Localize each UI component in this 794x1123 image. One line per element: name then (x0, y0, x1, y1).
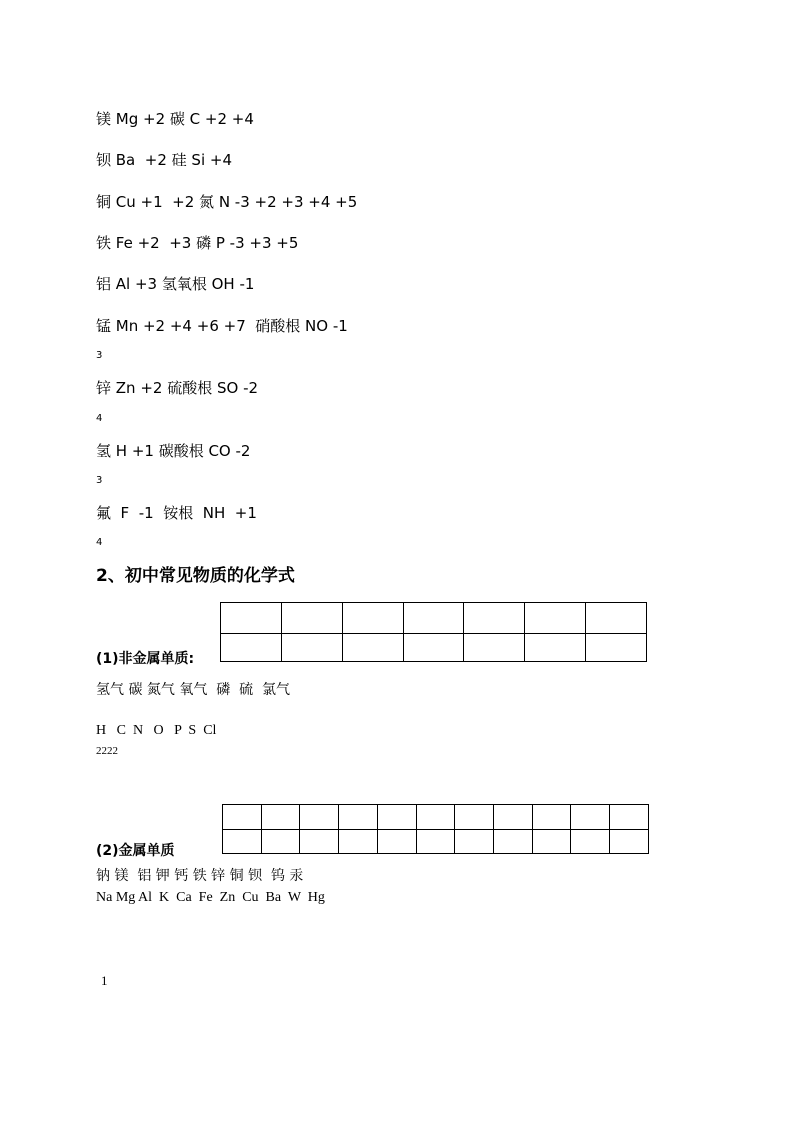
grid-cell (586, 603, 647, 634)
nonmetal-names: 氢气 碳 氮气 氧气 磷 硫 氯气 (96, 682, 291, 698)
nonmetal-label: (1)非金属单质: (96, 651, 195, 667)
grid-cell (525, 603, 586, 634)
valence-line-9-subscript: 4 (96, 537, 103, 548)
metal-grid (222, 804, 649, 854)
grid-cell (377, 805, 416, 830)
grid-cell (571, 805, 610, 830)
grid-cell (223, 805, 262, 830)
grid-cell (342, 633, 403, 661)
valence-line-6: 锰 Mn +2 +4 +6 +7 硝酸根 NO -1 (96, 317, 348, 335)
valence-line-7-subscript: 4 (96, 413, 103, 424)
grid-cell (571, 830, 610, 854)
nonmetal-symbols: H C N O P S Cl (96, 723, 217, 738)
valence-line-2: 钡 Ba +2 硅 Si +4 (96, 151, 233, 169)
valence-line-5: 铝 Al +3 氢氧根 OH -1 (96, 275, 255, 293)
grid-cell (342, 603, 403, 634)
grid-cell (416, 830, 455, 854)
grid-cell (464, 633, 525, 661)
grid-cell (221, 633, 282, 661)
grid-cell (416, 805, 455, 830)
grid-cell (223, 830, 262, 854)
grid-cell (494, 830, 533, 854)
valence-line-3: 铜 Cu +1 +2 氮 N -3 +2 +3 +4 +5 (96, 193, 358, 211)
grid-cell (455, 830, 494, 854)
grid-cell (455, 805, 494, 830)
grid-cell (339, 805, 378, 830)
grid-cell (403, 603, 464, 634)
grid-cell (610, 830, 649, 854)
grid-cell (532, 805, 571, 830)
valence-line-7: 锌 Zn +2 硫酸根 SO -2 (96, 379, 259, 397)
nonmetal-grid (220, 602, 647, 662)
metal-names: 钠 镁 铝 钾 钙 铁 锌 铜 钡 钨 汞 (96, 868, 304, 884)
grid-cell (464, 603, 525, 634)
grid-cell (300, 830, 339, 854)
grid-cell (339, 830, 378, 854)
grid-cell (525, 633, 586, 661)
grid-cell (261, 805, 300, 830)
grid-cell (494, 805, 533, 830)
grid-cell (610, 805, 649, 830)
grid-cell (586, 633, 647, 661)
metal-symbols: Na Mg Al K Ca Fe Zn Cu Ba W Hg (96, 890, 325, 905)
valence-line-1: 镁 Mg +2 碳 C +2 +4 (96, 110, 254, 128)
grid-cell (281, 603, 342, 634)
valence-line-9: 氟 F -1 铵根 NH +1 (96, 504, 257, 522)
valence-line-8-subscript: 3 (96, 475, 103, 486)
valence-line-4: 铁 Fe +2 +3 磷 P -3 +3 +5 (96, 234, 299, 252)
grid-cell (403, 633, 464, 661)
valence-line-8: 氢 H +1 碳酸根 CO -2 (96, 442, 251, 460)
grid-cell (532, 830, 571, 854)
grid-cell (300, 805, 339, 830)
grid-cell (377, 830, 416, 854)
valence-line-6-subscript: 3 (96, 350, 103, 361)
page-number: 1 (101, 973, 108, 988)
grid-cell (281, 633, 342, 661)
metal-label: (2)金属单质 (96, 843, 175, 859)
grid-cell (221, 603, 282, 634)
grid-cell (261, 830, 300, 854)
section-heading: 2、初中常见物质的化学式 (96, 566, 295, 586)
nonmetal-subscripts: 2222 (96, 745, 118, 757)
